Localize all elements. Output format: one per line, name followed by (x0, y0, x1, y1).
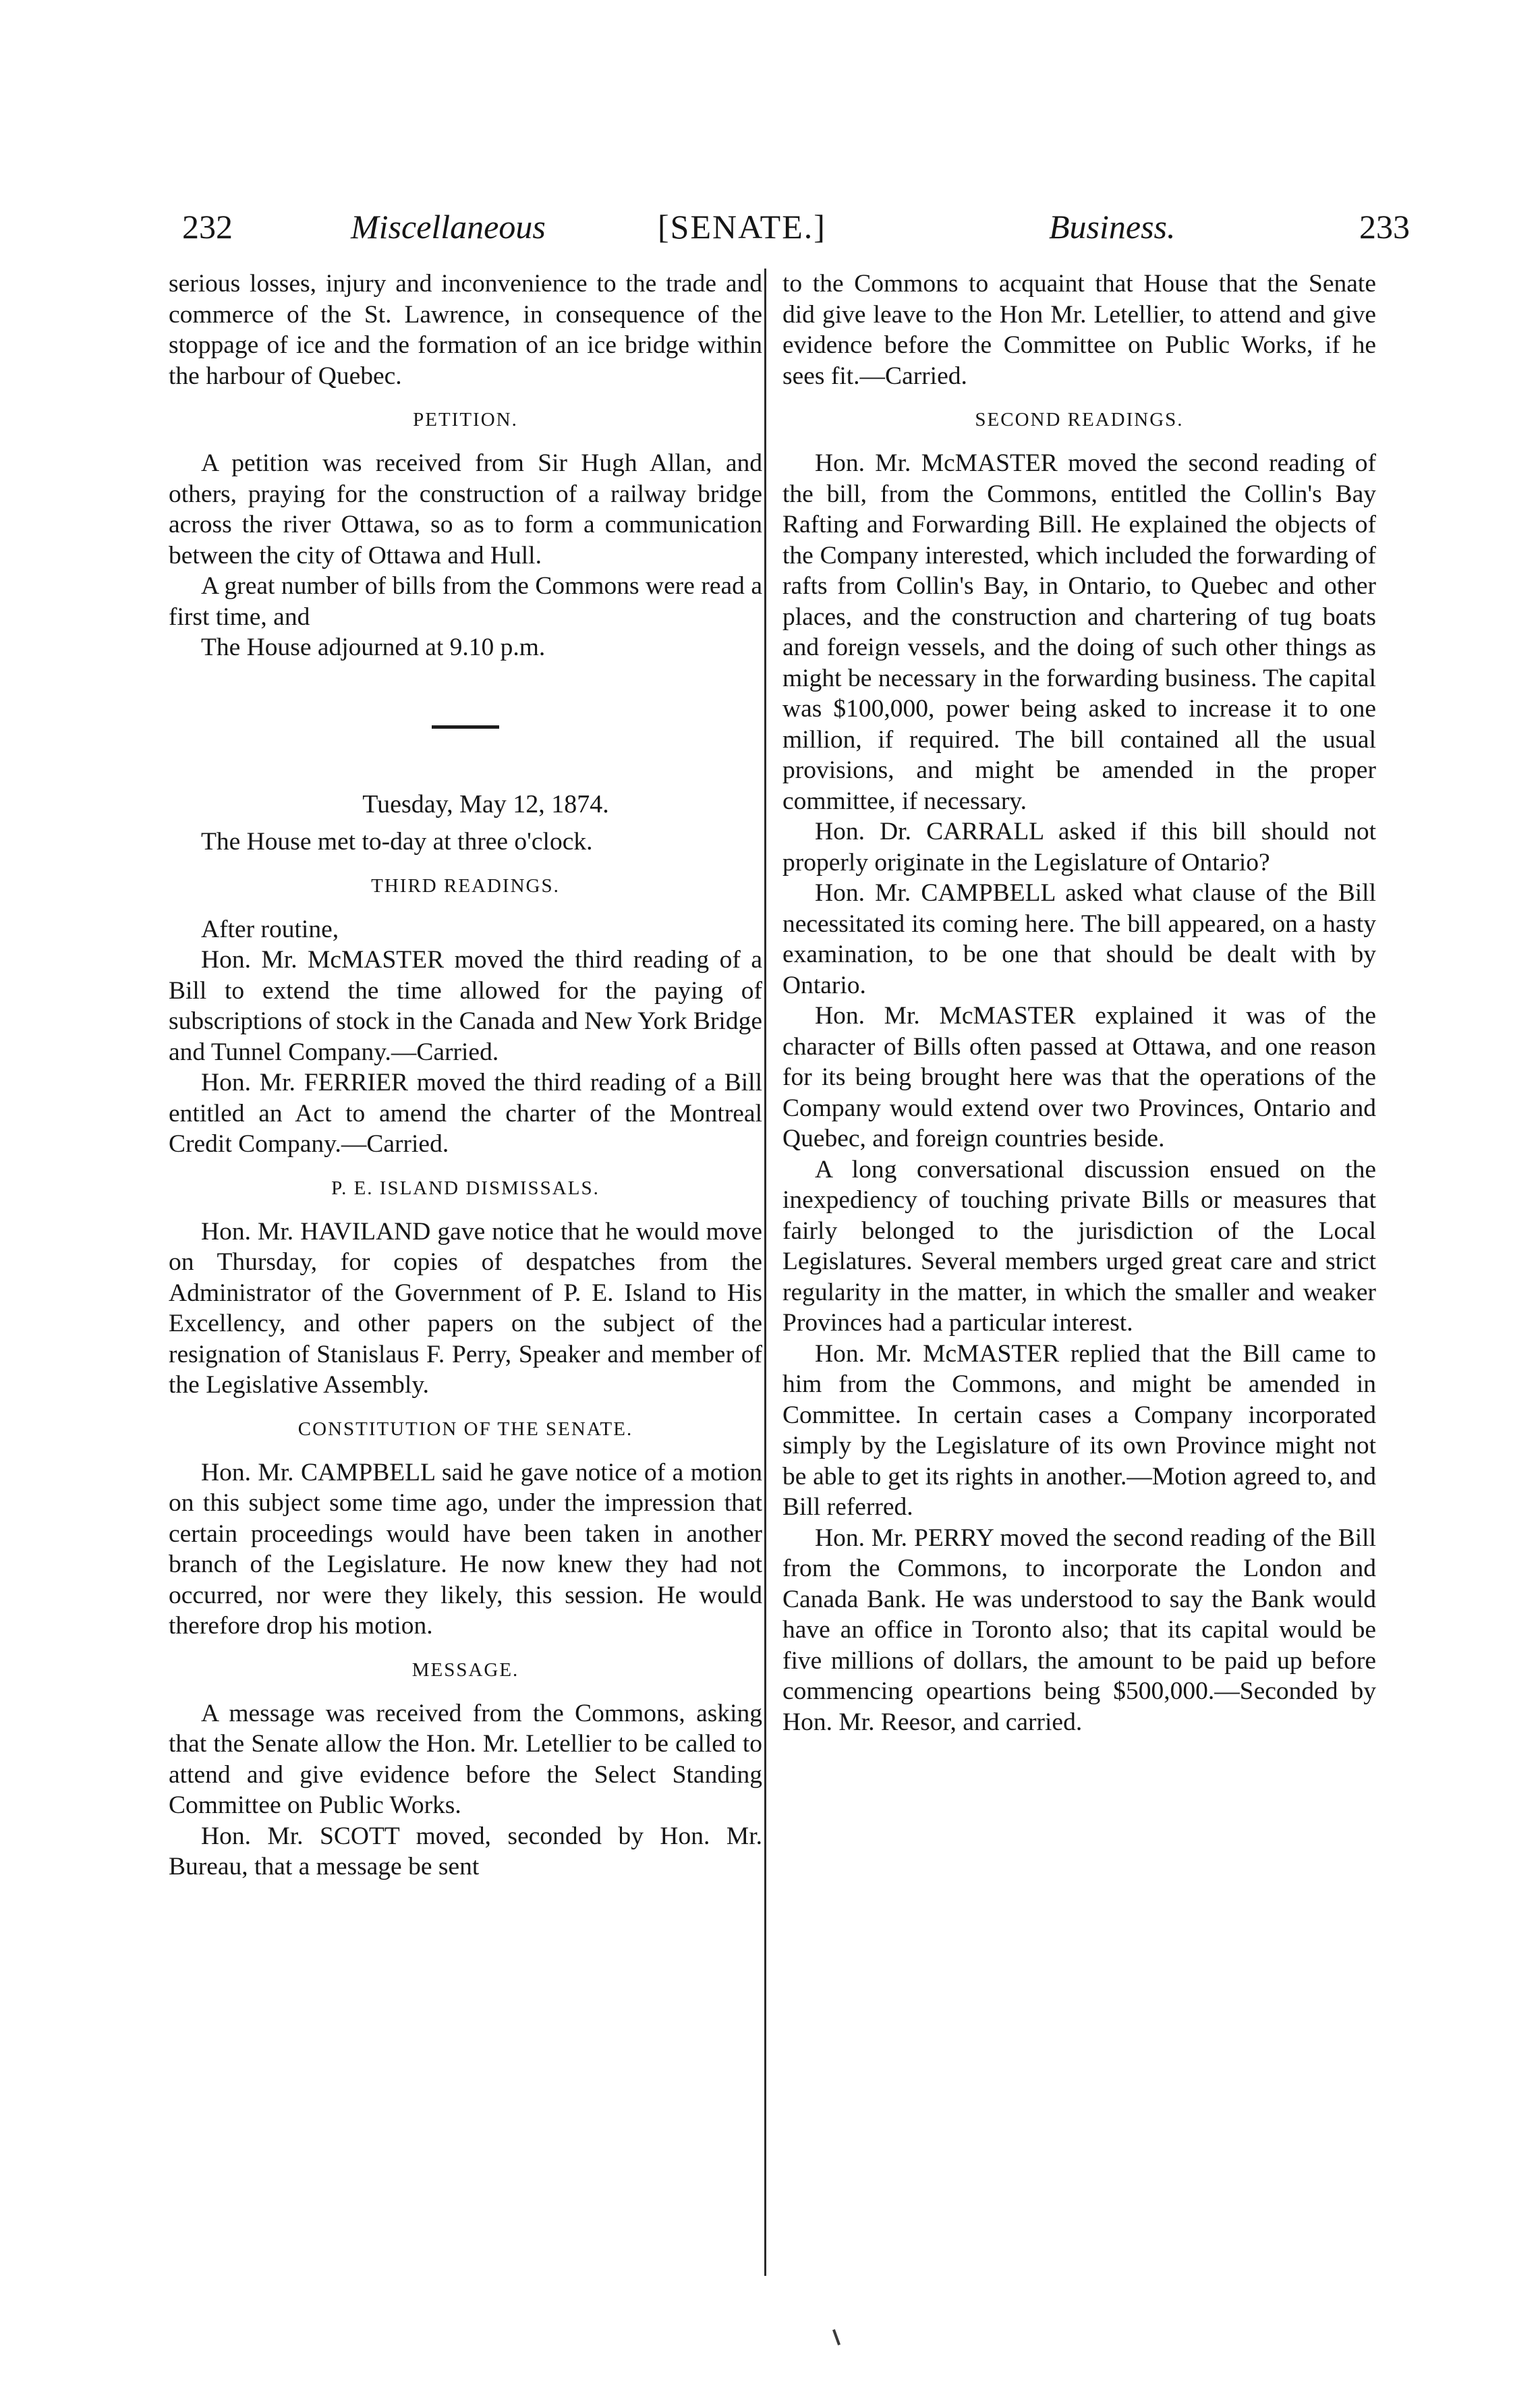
section-heading-constitution: CONSTITUTION OF THE SENATE. (297, 1418, 633, 1440)
paragraph: The House met to-day at three o'clock. (201, 828, 593, 856)
paragraph: Hon. Mr. McMASTER moved the third reading of a Bill to extend the time allowed for the paying of subscriptions of stock in the Canada and New York Bridge and Tunnel Company.—Carried. (169, 946, 762, 1066)
paragraph: After routine, (201, 915, 339, 943)
paragraph: serious losses, injury and inconvenience to the trade and commerce of the St. Lawrence, in consequence of the stoppage of ice and the formation of an ice bridge within the harbour of Quebec. (169, 270, 762, 390)
page-number-right: 233 (1359, 208, 1410, 246)
section-divider-rule (432, 725, 499, 729)
section-heading-third-readings: THIRD READINGS. (371, 874, 560, 897)
print-speck (832, 2329, 840, 2345)
paragraph: Hon. Mr. McMASTER replied that the Bill came to him from the Commons, and might be amended in Committee. In certain cases a Company incorporated simply by the Legislature of its own Province might not be able to get its rights in another.—Motion agreed to, and Bill referred. (782, 1339, 1376, 1521)
header-center-title: [SENATE.] (658, 208, 826, 246)
paragraph: A petition was received from Sir Hugh Allan, and others, praying for the construction of a railway bridge across the river Ottawa, so as to form a communication between the city of Ottawa and Hull. (169, 449, 762, 569)
sitting-date: Tuesday, May 12, 1874. (362, 789, 609, 818)
paragraph: Hon. Mr. McMASTER explained it was of the character of Bills often passed at Ottawa, and one reason for its being brought here was that the operations of the Company would extend over two Provinces, Ontario and Quebec, and foreign countries beside. (782, 1002, 1376, 1152)
paragraph: The House adjourned at 9.10 p.m. (201, 634, 546, 661)
paragraph: Hon. Mr. FERRIER moved the third reading of a Bill entitled an Act to amend the charter of the Montreal Credit Company.—Carried. (169, 1069, 762, 1158)
running-header (182, 202, 1410, 251)
section-heading-message: MESSAGE. (411, 1658, 519, 1681)
section-heading-pei-dismissals: P. E. ISLAND DISMISSALS. (331, 1177, 600, 1199)
paragraph: Hon. Dr. CARRALL asked if this bill should not properly originate in the Legislature of Ontario? (782, 818, 1376, 876)
column-divider (764, 269, 766, 2276)
section-heading-petition: PETITION. (413, 409, 518, 430)
header-title-right: Business. (1049, 208, 1176, 246)
paragraph: Hon. Mr. CAMPBELL asked what clause of the Bill necessitated its coming here. The bill appeared, on a hasty examination, to be one that should be dealt with by Ontario. (782, 879, 1376, 999)
left-column (169, 269, 762, 1883)
paragraph: Hon. Mr. McMASTER moved the second reading of the bill, from the Commons, entitled the Collin's Bay Rafting and Forwarding Bill. He explained the objects of the Company interested, which included the forwarding of rafts from Collin's Bay, in Ontario, to Quebec and other places, and the construction and chartering of tug boats and foreign vessels, and the doing of such other things as might be necessary in the forwarding business. The capital was $100,000, power being asked to increase it to one million, if required. The bill contained all the usual provisions, and might be amended in the proper committee, if necessary. (782, 449, 1376, 815)
paragraph: Hon. Mr. CAMPBELL said he gave notice of a motion on this subject some time ago, under the impression that certain proceedings would have been taken in another branch of the Legislature. He now knew they had not occurred, nor were they likely, this session. He would therefore drop his motion. (169, 1458, 762, 1640)
page-number-left: 232 (182, 208, 233, 246)
paragraph: A long conversational discussion ensued on the inexpediency of touching private Bills or measures that fairly belonged to the jurisdiction of the Local Legislatures. Several members urged great care and strict regularity in the matter, in which the smaller and weaker Provinces had a particular interest. (782, 1155, 1376, 1337)
paragraph: A great number of bills from the Commons were read a first time, and (169, 572, 762, 631)
paragraph: Hon. Mr. HAVILAND gave notice that he would move on Thursday, for copies of despatches from the Administrator of the Government of P. E. Island to His Excellency, and other papers on the subject of the resignation of Stanislaus F. Perry, Speaker and member of the Legislative Assembly. (169, 1217, 762, 1399)
section-heading-second-readings: SECOND READINGS. (975, 409, 1184, 430)
right-column (782, 269, 1376, 1737)
paragraph: A message was received from the Commons, asking that the Senate allow the Hon. Mr. Letellier to be called to attend and give evidence before the Select Standing Committee on Public Works. (169, 1699, 762, 1819)
paragraph: Hon. Mr. SCOTT moved, seconded by Hon. Mr. Bureau, that a message be sent (169, 1822, 762, 1880)
header-title-left: Miscellaneous (351, 208, 546, 246)
paragraph: Hon. Mr. PERRY moved the second reading of the Bill from the Commons, to incorporate the London and Canada Bank. He was understood to say the Bank would have an office in Toronto also; that its capital would be five millions of dollars, the amount to be paid up before commencing opeartions being $500,000.—Seconded by Hon. Mr. Reesor, and carried. (782, 1524, 1376, 1736)
paragraph: to the Commons to acquaint that House that the Senate did give leave to the Hon Mr. Letellier, to attend and give evidence before the Committee on Public Works, if he sees fit.—Carried. (782, 270, 1376, 390)
